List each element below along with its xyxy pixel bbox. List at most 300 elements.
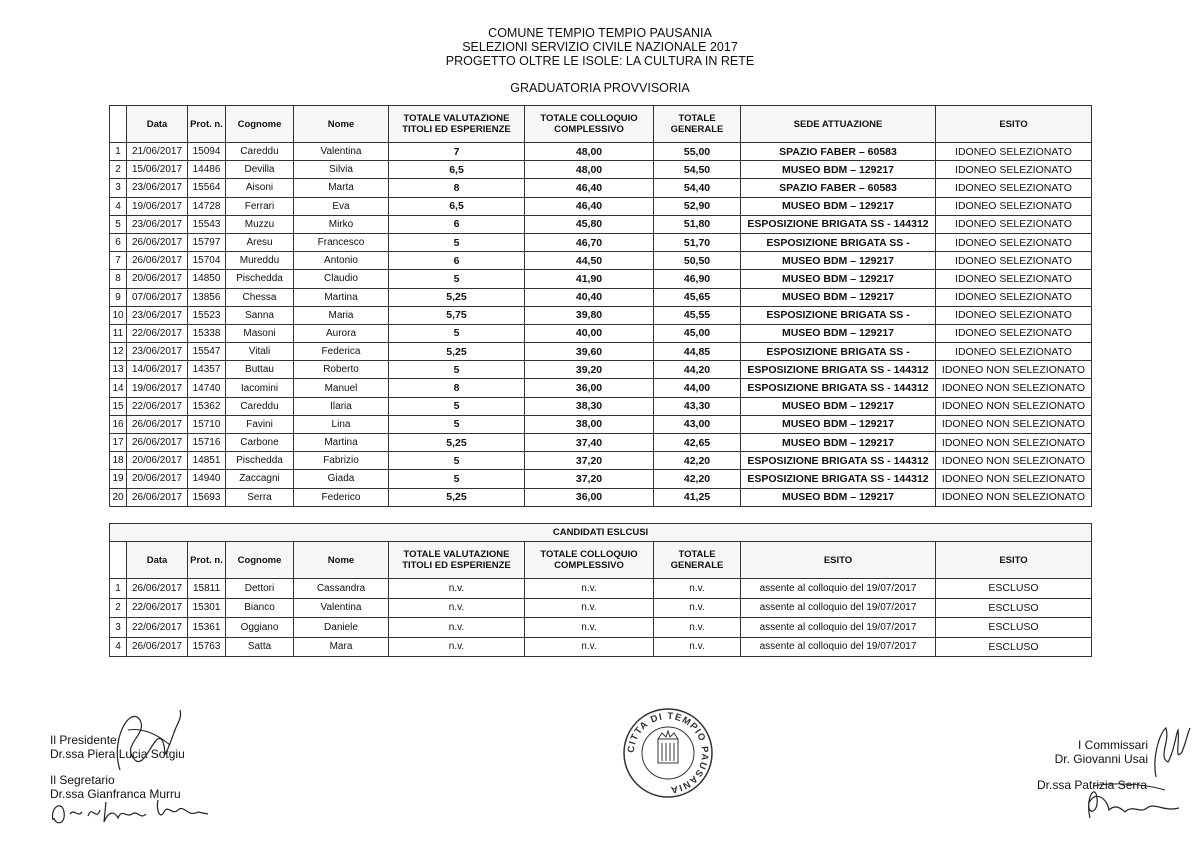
cell-nome: Silvia	[294, 161, 389, 179]
cell-n: 2	[110, 598, 127, 618]
cell-prot: 14357	[188, 361, 226, 379]
table-row	[110, 598, 1092, 618]
cell-n: 16	[110, 415, 127, 433]
cell-esito: IDONEO SELEZIONATO	[936, 179, 1092, 197]
cell-nome: Roberto	[294, 361, 389, 379]
cell-nome: Francesco	[294, 233, 389, 251]
cell-data: 23/06/2017	[127, 215, 188, 233]
cell-totale: 45,55	[654, 306, 741, 324]
cell-nome: Martina	[294, 434, 389, 452]
cell-prot: 15338	[188, 324, 226, 342]
cell-totale: 45,00	[654, 324, 741, 342]
cell-colloquio: 38,30	[525, 397, 654, 415]
cell-colloquio: 48,00	[525, 161, 654, 179]
cell-cognome: Serra	[226, 488, 294, 506]
cell-data: 26/06/2017	[127, 488, 188, 506]
cell-data: 20/06/2017	[127, 470, 188, 488]
cell-titoli: 7	[389, 143, 525, 161]
cell-prot: 15716	[188, 434, 226, 452]
cell-data: 23/06/2017	[127, 179, 188, 197]
cell-nome: Fabrizio	[294, 452, 389, 470]
cell-esito: IDONEO SELEZIONATO	[936, 252, 1092, 270]
col-data: Data	[127, 106, 188, 143]
cell-totale: 51,80	[654, 215, 741, 233]
cell-colloquio: 40,00	[525, 324, 654, 342]
col-num	[110, 106, 127, 143]
col-esito-2: ESITO	[936, 542, 1092, 579]
cell-prot: 14740	[188, 379, 226, 397]
cell-totale: 54,50	[654, 161, 741, 179]
cell-totale: 42,20	[654, 452, 741, 470]
cell-sede: SPAZIO FABER – 60583	[741, 143, 936, 161]
table-row	[110, 470, 1092, 488]
cell-cognome: Ferrari	[226, 197, 294, 215]
segretario-name: Dr.ssa Gianfranca Murru	[50, 787, 181, 801]
cell-n: 6	[110, 233, 127, 251]
cell-prot: 14940	[188, 470, 226, 488]
excluded-table-header	[110, 542, 1092, 579]
cell-cognome: Masoni	[226, 324, 294, 342]
cell-nome: Claudio	[294, 270, 389, 288]
cell-totale: 41,25	[654, 488, 741, 506]
cell-data: 22/06/2017	[127, 598, 188, 618]
cell-data: 26/06/2017	[127, 233, 188, 251]
table-row	[110, 618, 1092, 638]
cell-nome: Mirko	[294, 215, 389, 233]
cell-sede: ESPOSIZIONE BRIGATA SS - 144312	[741, 215, 936, 233]
cell-prot: 15301	[188, 598, 226, 618]
cell-prot: 14851	[188, 452, 226, 470]
cell-n: 3	[110, 179, 127, 197]
cell-titoli: 8	[389, 179, 525, 197]
cell-data: 23/06/2017	[127, 343, 188, 361]
cell-n: 20	[110, 488, 127, 506]
table-row	[110, 324, 1092, 342]
cell-cognome: Oggiano	[226, 618, 294, 638]
commissari-role: I Commissari	[1077, 738, 1148, 752]
cell-colloquio: 37,40	[525, 434, 654, 452]
cell-esito: IDONEO NON SELEZIONATO	[936, 452, 1092, 470]
cell-colloquio: 37,20	[525, 470, 654, 488]
header-line-1: COMUNE TEMPIO TEMPIO PAUSANIA	[488, 26, 712, 40]
col-nome: Nome	[294, 542, 389, 579]
cell-prot: 15564	[188, 179, 226, 197]
cell-totale: 42,20	[654, 470, 741, 488]
table-row	[110, 143, 1092, 161]
stamp-text: CITTA DI TEMPIO PAUSANIA	[625, 710, 711, 796]
ranking-table-body	[110, 143, 1092, 507]
cell-nome: Antonio	[294, 252, 389, 270]
cell-totale: 46,90	[654, 270, 741, 288]
cell-titoli: 5	[389, 397, 525, 415]
cell-prot: 15523	[188, 306, 226, 324]
cell-n: 7	[110, 252, 127, 270]
cell-cognome: Sanna	[226, 306, 294, 324]
col-colloquio: TOTALE COLLOQUIO COMPLESSIVO	[525, 542, 654, 579]
cell-prot: 15797	[188, 233, 226, 251]
cell-data: 23/06/2017	[127, 306, 188, 324]
cell-titoli: 5	[389, 361, 525, 379]
cell-prot: 13856	[188, 288, 226, 306]
table-row	[110, 306, 1092, 324]
cell-esito: IDONEO SELEZIONATO	[936, 288, 1092, 306]
cell-titoli: n.v.	[389, 618, 525, 638]
table-row	[110, 197, 1092, 215]
cell-sede: MUSEO BDM – 129217	[741, 324, 936, 342]
cell-totale: n.v.	[654, 618, 741, 638]
cell-n: 8	[110, 270, 127, 288]
cell-esito2: ESCLUSO	[936, 618, 1092, 638]
cell-nome: Federico	[294, 488, 389, 506]
segretario-signature	[48, 792, 213, 830]
commissario-1-name: Dr. Giovanni Usai	[1054, 752, 1148, 766]
cell-cognome: Buttau	[226, 361, 294, 379]
cell-cognome: Carbone	[226, 434, 294, 452]
cell-cognome: Iacomini	[226, 379, 294, 397]
presidente-signature	[100, 700, 190, 780]
table-row	[110, 161, 1092, 179]
col-totale: TOTALE GENERALE	[654, 106, 741, 143]
cell-sede: MUSEO BDM – 129217	[741, 161, 936, 179]
cell-cognome: Careddu	[226, 397, 294, 415]
cell-esito2: ESCLUSO	[936, 598, 1092, 618]
cell-titoli: 6,5	[389, 161, 525, 179]
cell-nome: Valentina	[294, 143, 389, 161]
cell-totale: 44,85	[654, 343, 741, 361]
cell-colloquio: 46,40	[525, 179, 654, 197]
cell-esito: IDONEO NON SELEZIONATO	[936, 361, 1092, 379]
table-row	[110, 434, 1092, 452]
cell-nome: Mara	[294, 637, 389, 657]
col-sede: SEDE ATTUAZIONE	[741, 106, 936, 143]
excluded-table-body	[110, 579, 1092, 657]
cell-n: 10	[110, 306, 127, 324]
cell-prot: 15710	[188, 415, 226, 433]
cell-sede: MUSEO BDM – 129217	[741, 488, 936, 506]
cell-data: 21/06/2017	[127, 143, 188, 161]
cell-colloquio: 39,20	[525, 361, 654, 379]
cell-cognome: Devilla	[226, 161, 294, 179]
header-line-3: PROGETTO OLTRE LE ISOLE: LA CULTURA IN RETE	[445, 54, 755, 68]
cell-cognome: Dettori	[226, 579, 294, 599]
header-line-2: SELEZIONI SERVIZIO CIVILE NAZIONALE 2017	[462, 40, 738, 54]
commissario-1-signature	[1148, 722, 1193, 782]
cell-data: 19/06/2017	[127, 379, 188, 397]
cell-colloquio: 40,40	[525, 288, 654, 306]
cell-colloquio: 44,50	[525, 252, 654, 270]
cell-esito2: ESCLUSO	[936, 637, 1092, 657]
cell-totale: 52,90	[654, 197, 741, 215]
cell-colloquio: 45,80	[525, 215, 654, 233]
cell-titoli: 5,75	[389, 306, 525, 324]
col-data: Data	[127, 542, 188, 579]
cell-n: 17	[110, 434, 127, 452]
cell-cognome: Pischedda	[226, 270, 294, 288]
cell-n: 3	[110, 618, 127, 638]
cell-esito: IDONEO SELEZIONATO	[936, 197, 1092, 215]
cell-sede: ESPOSIZIONE BRIGATA SS - 144312	[741, 452, 936, 470]
cell-titoli: 5	[389, 470, 525, 488]
cell-totale: 42,65	[654, 434, 741, 452]
cell-esito1: assente al colloquio del 19/07/2017	[741, 618, 936, 638]
col-titoli: TOTALE VALUTAZIONE TITOLI ED ESPERIENZE	[389, 542, 525, 579]
cell-cognome: Chessa	[226, 288, 294, 306]
segretario-role: Il Segretario	[50, 773, 115, 787]
cell-data: 19/06/2017	[127, 197, 188, 215]
ranking-table-header	[110, 106, 1092, 143]
table-row	[110, 252, 1092, 270]
city-seal-stamp	[620, 705, 716, 801]
cell-colloquio: 46,40	[525, 197, 654, 215]
cell-nome: Marta	[294, 179, 389, 197]
cell-sede: ESPOSIZIONE BRIGATA SS -	[741, 233, 936, 251]
cell-esito: IDONEO NON SELEZIONATO	[936, 397, 1092, 415]
cell-prot: 15693	[188, 488, 226, 506]
cell-esito: IDONEO SELEZIONATO	[936, 343, 1092, 361]
cell-totale: 55,00	[654, 143, 741, 161]
cell-colloquio: 46,70	[525, 233, 654, 251]
excluded-table	[109, 523, 1092, 657]
cell-cognome: Favini	[226, 415, 294, 433]
cell-titoli: 5,25	[389, 343, 525, 361]
cell-data: 26/06/2017	[127, 434, 188, 452]
cell-nome: Cassandra	[294, 579, 389, 599]
table-row	[110, 397, 1092, 415]
cell-data: 14/06/2017	[127, 361, 188, 379]
cell-sede: MUSEO BDM – 129217	[741, 197, 936, 215]
cell-prot: 14728	[188, 197, 226, 215]
cell-sede: MUSEO BDM – 129217	[741, 434, 936, 452]
cell-n: 1	[110, 143, 127, 161]
cell-colloquio: n.v.	[525, 598, 654, 618]
cell-esito: IDONEO SELEZIONATO	[936, 215, 1092, 233]
cell-esito: IDONEO NON SELEZIONATO	[936, 470, 1092, 488]
table-row	[110, 288, 1092, 306]
table-row	[110, 343, 1092, 361]
cell-prot: 15763	[188, 637, 226, 657]
col-cognome: Cognome	[226, 542, 294, 579]
cell-nome: Martina	[294, 288, 389, 306]
col-colloquio: TOTALE COLLOQUIO COMPLESSIVO	[525, 106, 654, 143]
cell-data: 07/06/2017	[127, 288, 188, 306]
cell-nome: Eva	[294, 197, 389, 215]
document-subtitle: GRADUATORIA PROVVISORIA	[510, 81, 690, 95]
cell-titoli: 8	[389, 379, 525, 397]
table-row	[110, 452, 1092, 470]
cell-esito2: ESCLUSO	[936, 579, 1092, 599]
cell-titoli: n.v.	[389, 579, 525, 599]
cell-cognome: Muzzu	[226, 215, 294, 233]
cell-colloquio: 37,20	[525, 452, 654, 470]
cell-nome: Manuel	[294, 379, 389, 397]
cell-nome: Valentina	[294, 598, 389, 618]
cell-totale: n.v.	[654, 598, 741, 618]
col-esito-1: ESITO	[741, 542, 936, 579]
cell-nome: Maria	[294, 306, 389, 324]
cell-n: 5	[110, 215, 127, 233]
cell-colloquio: n.v.	[525, 618, 654, 638]
cell-nome: Daniele	[294, 618, 389, 638]
cell-titoli: 5	[389, 452, 525, 470]
cell-n: 14	[110, 379, 127, 397]
cell-esito1: assente al colloquio del 19/07/2017	[741, 637, 936, 657]
cell-titoli: 6	[389, 252, 525, 270]
cell-totale: 45,65	[654, 288, 741, 306]
col-prot: Prot. n.	[188, 542, 226, 579]
col-cognome: Cognome	[226, 106, 294, 143]
cell-data: 26/06/2017	[127, 579, 188, 599]
cell-totale: n.v.	[654, 579, 741, 599]
cell-esito: IDONEO NON SELEZIONATO	[936, 415, 1092, 433]
commissari-block	[1055, 738, 1148, 766]
cell-titoli: 6,5	[389, 197, 525, 215]
commissario-2-name: Dr.ssa Patrizia Serra	[1037, 778, 1148, 792]
table-row	[110, 270, 1092, 288]
cell-titoli: 6	[389, 215, 525, 233]
cell-sede: MUSEO BDM – 129217	[741, 252, 936, 270]
cell-sede: MUSEO BDM – 129217	[741, 288, 936, 306]
cell-titoli: 5	[389, 233, 525, 251]
document-header	[0, 26, 1200, 68]
cell-sede: ESPOSIZIONE BRIGATA SS - 144312	[741, 470, 936, 488]
col-nome: Nome	[294, 106, 389, 143]
cell-cognome: Zaccagni	[226, 470, 294, 488]
cell-nome: Ilaria	[294, 397, 389, 415]
cell-colloquio: 38,00	[525, 415, 654, 433]
cell-esito: IDONEO SELEZIONATO	[936, 161, 1092, 179]
cell-n: 12	[110, 343, 127, 361]
table-row	[110, 233, 1092, 251]
cell-n: 15	[110, 397, 127, 415]
col-totale: TOTALE GENERALE	[654, 542, 741, 579]
cell-prot: 15811	[188, 579, 226, 599]
cell-cognome: Mureddu	[226, 252, 294, 270]
presidente-name: Dr.ssa Piera Lucia Sotgiu	[50, 747, 185, 761]
cell-titoli: 5,25	[389, 288, 525, 306]
cell-titoli: 5,25	[389, 488, 525, 506]
cell-n: 13	[110, 361, 127, 379]
commissario-2-signature	[1075, 778, 1185, 823]
cell-n: 1	[110, 579, 127, 599]
cell-data: 22/06/2017	[127, 397, 188, 415]
cell-prot: 15094	[188, 143, 226, 161]
cell-colloquio: 39,80	[525, 306, 654, 324]
cell-prot: 14850	[188, 270, 226, 288]
cell-esito: IDONEO NON SELEZIONATO	[936, 434, 1092, 452]
cell-sede: SPAZIO FABER – 60583	[741, 179, 936, 197]
cell-titoli: 5	[389, 324, 525, 342]
cell-data: 22/06/2017	[127, 324, 188, 342]
cell-n: 4	[110, 197, 127, 215]
cell-totale: 43,00	[654, 415, 741, 433]
cell-esito: IDONEO SELEZIONATO	[936, 324, 1092, 342]
cell-cognome: Aresu	[226, 233, 294, 251]
cell-totale: 43,30	[654, 397, 741, 415]
cell-sede: ESPOSIZIONE BRIGATA SS - 144312	[741, 379, 936, 397]
cell-titoli: n.v.	[389, 598, 525, 618]
col-num	[110, 542, 127, 579]
table-row	[110, 215, 1092, 233]
cell-data: 26/06/2017	[127, 637, 188, 657]
cell-prot: 15704	[188, 252, 226, 270]
cell-totale: 50,50	[654, 252, 741, 270]
cell-esito: IDONEO SELEZIONATO	[936, 306, 1092, 324]
cell-esito1: assente al colloquio del 19/07/2017	[741, 598, 936, 618]
excluded-table-title: CANDIDATI ESLCUSI	[110, 524, 1092, 542]
cell-data: 15/06/2017	[127, 161, 188, 179]
cell-sede: MUSEO BDM – 129217	[741, 415, 936, 433]
cell-cognome: Vitali	[226, 343, 294, 361]
cell-data: 26/06/2017	[127, 415, 188, 433]
cell-esito: IDONEO SELEZIONATO	[936, 270, 1092, 288]
cell-nome: Lina	[294, 415, 389, 433]
ranking-table	[109, 105, 1092, 507]
cell-n: 9	[110, 288, 127, 306]
cell-totale: n.v.	[654, 637, 741, 657]
cell-sede: MUSEO BDM – 129217	[741, 270, 936, 288]
cell-data: 26/06/2017	[127, 252, 188, 270]
table-row	[110, 379, 1092, 397]
cell-esito1: assente al colloquio del 19/07/2017	[741, 579, 936, 599]
cell-prot: 15361	[188, 618, 226, 638]
svg-text:CITTA DI TEMPIO PAUSANIA	[626, 711, 710, 795]
cell-cognome: Aisoni	[226, 179, 294, 197]
table-row	[110, 579, 1092, 599]
table-row	[110, 361, 1092, 379]
col-prot: Prot. n.	[188, 106, 226, 143]
cell-colloquio: 39,60	[525, 343, 654, 361]
table-row	[110, 637, 1092, 657]
col-titoli: TOTALE VALUTAZIONE TITOLI ED ESPERIENZE	[389, 106, 525, 143]
cell-sede: ESPOSIZIONE BRIGATA SS -	[741, 306, 936, 324]
cell-totale: 44,20	[654, 361, 741, 379]
table-row	[110, 488, 1092, 506]
cell-titoli: 5,25	[389, 434, 525, 452]
cell-cognome: Pischedda	[226, 452, 294, 470]
cell-n: 11	[110, 324, 127, 342]
cell-titoli: n.v.	[389, 637, 525, 657]
cell-totale: 44,00	[654, 379, 741, 397]
table-row	[110, 179, 1092, 197]
cell-totale: 51,70	[654, 233, 741, 251]
cell-cognome: Satta	[226, 637, 294, 657]
cell-data: 22/06/2017	[127, 618, 188, 638]
cell-sede: ESPOSIZIONE BRIGATA SS -	[741, 343, 936, 361]
cell-sede: MUSEO BDM – 129217	[741, 397, 936, 415]
cell-esito: IDONEO NON SELEZIONATO	[936, 379, 1092, 397]
col-esito: ESITO	[936, 106, 1092, 143]
cell-cognome: Careddu	[226, 143, 294, 161]
cell-colloquio: 41,90	[525, 270, 654, 288]
cell-nome: Aurora	[294, 324, 389, 342]
cell-esito: IDONEO SELEZIONATO	[936, 233, 1092, 251]
presidente-role: Il Presidente	[50, 733, 117, 747]
cell-titoli: 5	[389, 415, 525, 433]
cell-prot: 14486	[188, 161, 226, 179]
cell-esito: IDONEO SELEZIONATO	[936, 143, 1092, 161]
cell-n: 2	[110, 161, 127, 179]
cell-cognome: Bianco	[226, 598, 294, 618]
cell-n: 18	[110, 452, 127, 470]
cell-prot: 15543	[188, 215, 226, 233]
cell-data: 20/06/2017	[127, 270, 188, 288]
cell-data: 20/06/2017	[127, 452, 188, 470]
cell-titoli: 5	[389, 270, 525, 288]
cell-nome: Federica	[294, 343, 389, 361]
cell-colloquio: n.v.	[525, 637, 654, 657]
cell-n: 4	[110, 637, 127, 657]
cell-n: 19	[110, 470, 127, 488]
